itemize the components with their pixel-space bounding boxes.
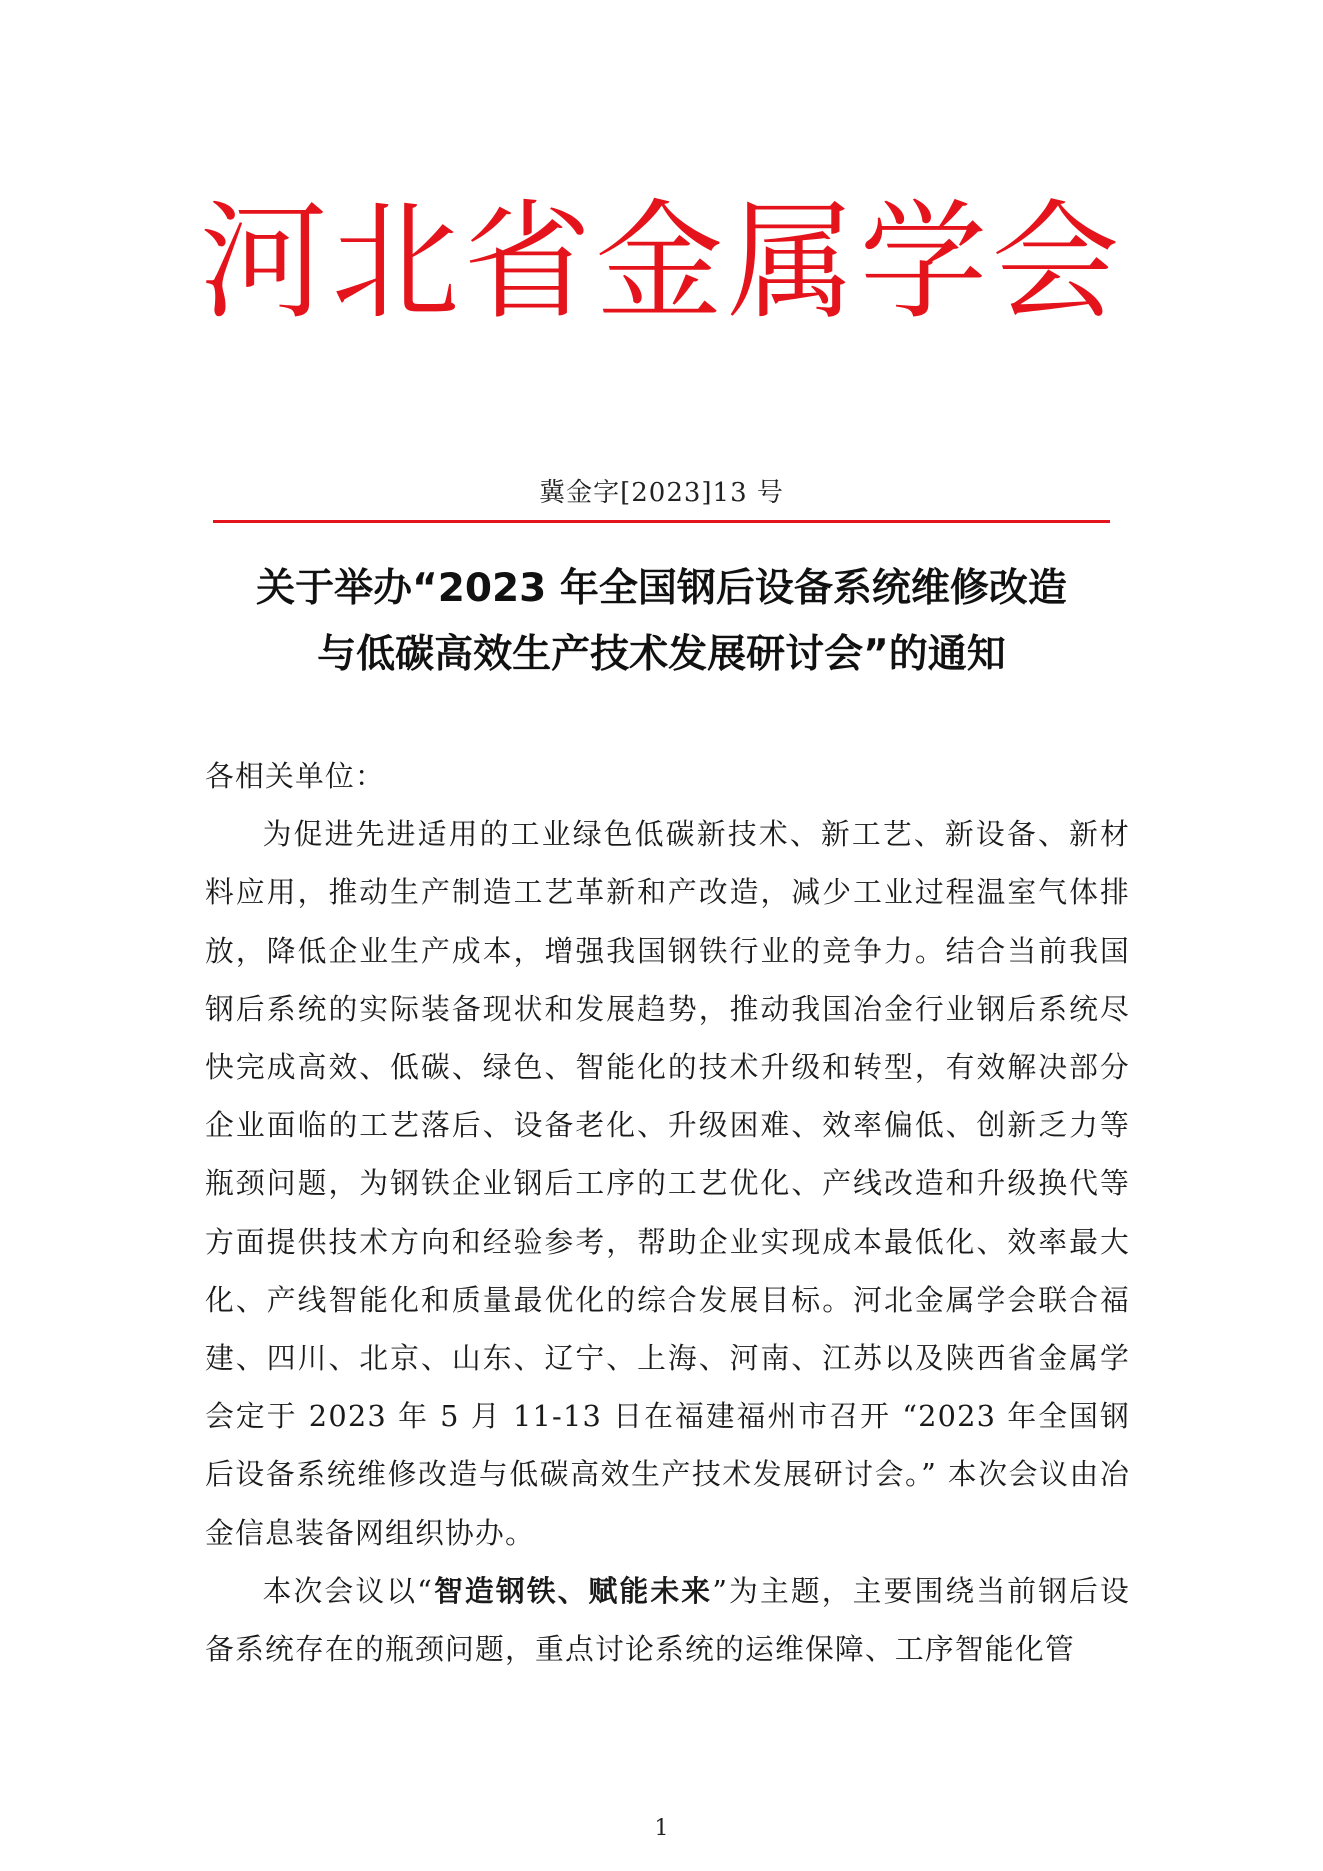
notice-title-line-1: 关于举办“2023 年全国钢后设备系统维修改造 <box>256 566 1067 611</box>
paragraph-2-rest: ”为主题，主要围绕当前钢后设备系统存在的瓶颈问题，重点讨论系统的运维保障、工序智能化管 <box>205 1573 1130 1667</box>
conference-theme: 智造钢铁、赋能未来 <box>433 1573 713 1608</box>
notice-title <box>0 556 1323 688</box>
paragraph-2-lead: 本次会议以“ <box>262 1573 434 1608</box>
body-paragraph-2 <box>205 1562 1130 1678</box>
notice-title-line-2: 与低碳高效生产技术发展研讨会”的通知 <box>317 632 1006 677</box>
salutation: 各相关单位： <box>205 759 385 793</box>
issuer-masthead: 河北省金属学会 <box>199 188 1124 337</box>
document-number: 冀金字[2023]13 号 <box>539 478 784 508</box>
body-paragraph-1: 为促进先进适用的工业绿色低碳新技术、新工艺、新设备、新材料应用，推动生产制造工艺革新和产改造，减少工业过程温室气体排放，降低企业生产成本，增强我国钢铁行业的竞争力。结合当前我国钢后系统的实际装备现状和发展趋势，推动我国冶金行业钢后系统尽快完成高效、低碳、绿色、智能化的技术升级和转型，有效解决部分企业面临的工艺落后、设备老化、升级困难、效率偏低、创新乏力等瓶颈问题，为钢铁企业钢后工序的工艺优化、产线改造和升级换代等方面提供技术方向和经验参考，帮助企业实现成本最低化、效率最大化、产线智能化和质量最优化的综合发展目标。河北金属学会联合福建、四川、北京、山东、辽宁、上海、河南、江苏以及陕西省金属学会定于 2023 年 5 月 11-13 日在福建福州市召开 “2023 年全国钢后设备系统维修改造与低碳高效生产技术发展研讨会。” 本次会议由冶金信息装备网组织协办。 <box>205 817 1130 1550</box>
red-separator-rule <box>213 520 1110 523</box>
notice-body <box>205 747 1130 1678</box>
page-number: 1 <box>654 1816 669 1841</box>
